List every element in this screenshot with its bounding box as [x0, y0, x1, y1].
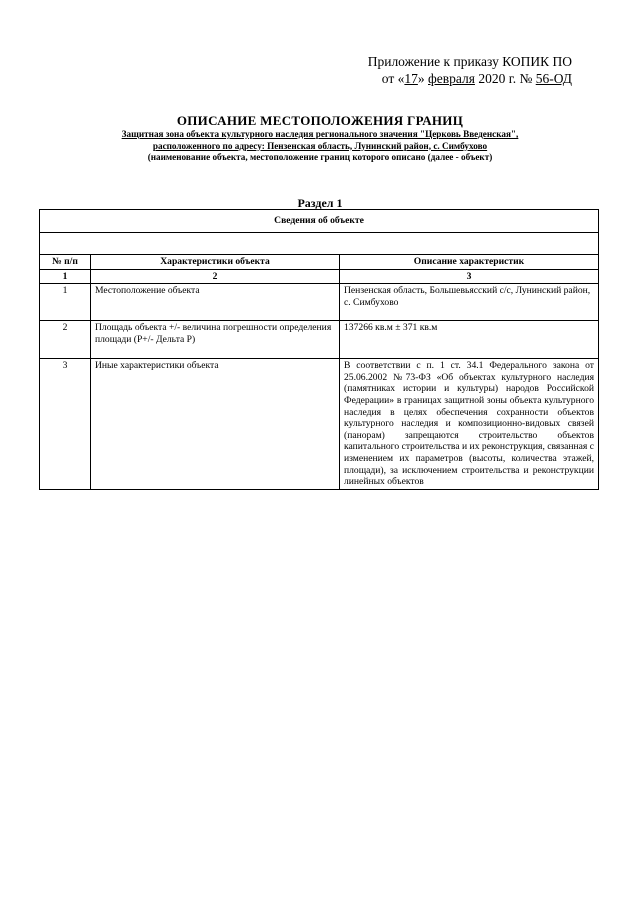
section-title: Раздел 1 — [297, 196, 343, 210]
object-name-line2: расположенного по адресу: Пензенская область, Лунинский район, с. Симбухово — [152, 140, 488, 151]
table-colnum-row — [40, 269, 599, 284]
table-empty-cell — [40, 233, 599, 255]
appendix-year: 2020 г. № — [474, 71, 536, 86]
table-row — [40, 359, 599, 490]
appendix-month: февраля — [428, 71, 475, 86]
table-row — [40, 321, 599, 359]
object-info-table — [39, 209, 599, 490]
row-description: В соответствии с п. 1 ст. 34.1 Федерального закона от 25.06.2002 №73-ФЗ «Об объектах культурного наследия (памятниках истории и культуры) народов Российской Федерации» в границах защитной зоны объекта культурного наследия в целях обеспечения сохранности объектов культурного наследия и композиционно-видовых связей (панорам) запрещаются строительство объектов капитального строительства и их реконструкция, связанная с изменением их параметров (высоты, количества этажей, площади), за исключением строительства и реконструкции линейных объектов — [340, 359, 599, 490]
row-characteristic: Площадь объекта +/- величина погрешности определения площади (Р+/- Дельта Р) — [91, 321, 340, 359]
table-caption-row — [40, 210, 599, 233]
object-subnote: (наименование объекта, местоположение границ которого описано (далее - объект) — [147, 152, 493, 162]
row-characteristic: Иные характеристики объекта — [91, 359, 340, 490]
appendix-date-mid: » — [417, 71, 429, 86]
table-header-row — [40, 255, 599, 270]
appendix-number: 56-ОД — [535, 71, 572, 86]
header-number: № п/п — [40, 255, 91, 270]
appendix-day: 17 — [404, 71, 418, 86]
appendix-header — [368, 53, 572, 87]
title-block — [0, 112, 640, 164]
row-number: 2 — [40, 321, 91, 359]
row-characteristic: Местоположение объекта — [91, 284, 340, 321]
row-number: 3 — [40, 359, 91, 490]
header-characteristics: Характеристики объекта — [91, 255, 340, 270]
colnum-3: 3 — [340, 269, 599, 284]
appendix-date-prefix: от « — [381, 71, 405, 86]
row-description: Пензенская область, Большевьясский с/с, Лунинский район, с. Симбухово — [340, 284, 599, 321]
appendix-line1: Приложение к приказу КОПИК ПО — [367, 54, 572, 69]
appendix-line2 — [368, 70, 572, 87]
table-caption: Сведения об объекте — [40, 210, 599, 233]
table-row — [40, 284, 599, 321]
row-description: 137266 кв.м ± 371 кв.м — [340, 321, 599, 359]
colnum-1: 1 — [40, 269, 91, 284]
row-number: 1 — [40, 284, 91, 321]
document-title: ОПИСАНИЕ МЕСТОПОЛОЖЕНИЯ ГРАНИЦ — [176, 113, 464, 128]
object-name-line1: Защитная зона объекта культурного наследия регионального значения "Церковь Введенская", — [121, 129, 519, 139]
header-description: Описание характеристик — [340, 255, 599, 270]
colnum-2: 2 — [91, 269, 340, 284]
table-empty-row — [40, 233, 599, 255]
